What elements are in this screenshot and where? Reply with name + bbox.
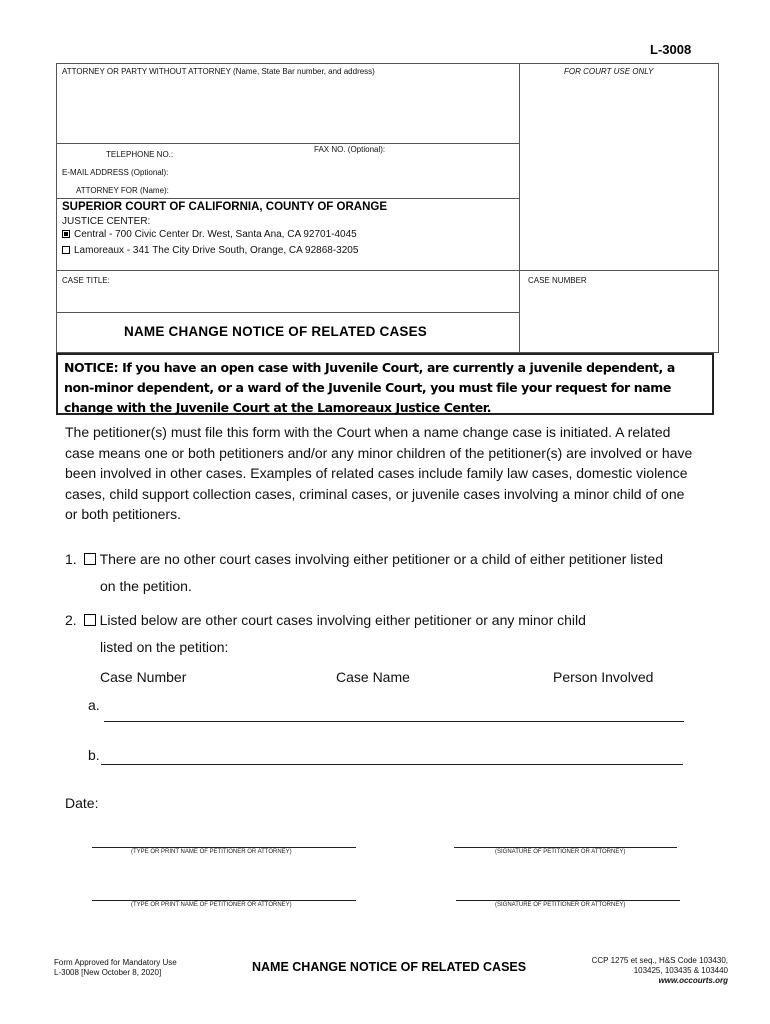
court-use-label: FOR COURT USE ONLY [564,67,654,76]
justice-center-label: JUSTICE CENTER: [62,216,151,227]
center-lamoreaux-option[interactable] [62,245,358,256]
court-name: SUPERIOR COURT OF CALIFORNIA, COUNTY OF ORANGE [62,201,387,213]
juvenile-notice: NOTICE: If you have an open case with Juvenile Court, are currently a juvenile dependent, a non-minor dependent, or a ward of the Juvenile Court, you must file your request for name change with the Juvenile Court at the Lamoreaux Justice Center. [56,353,714,415]
footer-url[interactable]: www.occourts.org [658,976,728,985]
item-1-text: There are no other court cases involving either petitioner or a child of either petitioner listed [99,551,663,567]
item-2[interactable] [65,612,586,628]
telephone-label: TELEPHONE NO.: [106,150,174,159]
footer-left [54,958,177,978]
signature-line-1[interactable] [454,847,677,848]
item-1-checkbox[interactable] [84,553,96,565]
case-title-label: CASE TITLE: [62,276,110,285]
signature-line-2[interactable] [456,900,680,901]
footer-approval: Form Approved for Mandatory Use [54,958,177,967]
item-2-checkbox[interactable] [84,614,96,626]
print-name-caption-2: (TYPE OR PRINT NAME OF PETITIONER OR ATTORNEY) [131,902,292,908]
attorney-for-label: ATTORNEY FOR (Name): [76,186,169,195]
item-1[interactable] [65,551,663,567]
form-title: NAME CHANGE NOTICE OF RELATED CASES [124,324,428,339]
center-lamoreaux-checkbox[interactable] [62,246,70,254]
footer-code-2: 103425, 103435 & 103440 [633,966,728,975]
column-case-number: Case Number [100,669,187,685]
print-name-line-1[interactable] [92,847,356,848]
attorney-label: ATTORNEY OR PARTY WITHOUT ATTORNEY (Name, State Bar number, and address) [62,67,375,76]
column-person-involved: Person Involved [553,669,654,685]
print-name-caption-1: (TYPE OR PRINT NAME OF PETITIONER OR ATTORNEY) [131,849,292,855]
item-2-text: Listed below are other court cases involving either petitioner or any minor child [99,612,586,628]
center-central-option[interactable] [62,229,357,240]
center-central-label: Central - 700 Civic Center Dr. West, Santa Ana, CA 92701-4045 [74,229,357,240]
row-b-label: b. [88,747,100,763]
center-lamoreaux-label: Lamoreaux - 341 The City Drive South, Orange, CA 92868-3205 [74,245,359,256]
item-2-continued: listed on the petition: [100,639,229,655]
footer-form-date: L-3008 [New October 8, 2020] [54,968,162,977]
row-b-input-line[interactable] [101,764,683,765]
item-1-continued: on the petition. [100,578,192,594]
signature-caption-1: (SIGNATURE OF PETITIONER OR ATTORNEY) [495,849,626,855]
footer-right [560,956,728,986]
column-case-name: Case Name [336,669,410,685]
footer-title: NAME CHANGE NOTICE OF RELATED CASES [252,960,527,974]
print-name-line-2[interactable] [92,900,356,901]
footer-code-1: CCP 1275 et seq., H&S Code 103430, [591,956,728,965]
form-id: L-3008 [650,42,692,57]
item-1-number: 1. [65,551,77,567]
email-label: E-MAIL ADDRESS (Optional): [62,168,169,177]
fax-label: FAX NO. (Optional): [314,145,386,154]
row-a-label: a. [88,697,100,713]
case-number-label: CASE NUMBER [528,276,587,285]
signature-caption-2: (SIGNATURE OF PETITIONER OR ATTORNEY) [495,902,626,908]
item-2-number: 2. [65,612,77,628]
row-a-input-line[interactable] [104,721,684,722]
intro-paragraph: The petitioner(s) must file this form with the Court when a name change case is initiated. A related case means one or both petitioners and/or any minor children of the petitioner(s) are involved or have been involved in other cases. Examples of related cases include family law cases, domestic violence cases, child support collection cases, criminal cases, or juvenile cases involving a minor child of one or both petitioners. [65,424,693,522]
center-central-checkbox[interactable] [62,230,70,238]
date-label: Date: [65,795,99,811]
